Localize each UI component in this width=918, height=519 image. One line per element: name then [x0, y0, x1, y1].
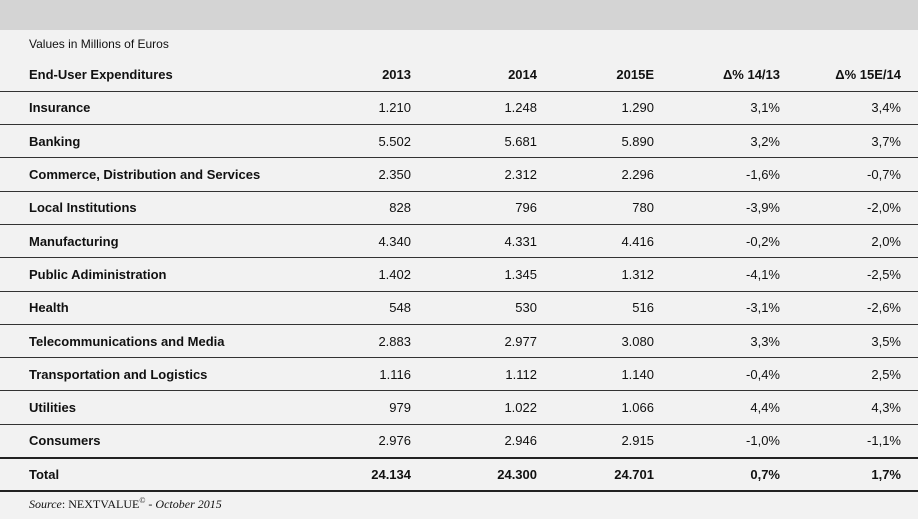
- value-2015e: 1.140: [621, 366, 654, 382]
- delta-14-13: -1,6%: [746, 167, 780, 183]
- value-2014: 1.345: [504, 266, 537, 282]
- delta-15e-14: -1,1%: [867, 433, 901, 449]
- value-2013: 2.976: [378, 433, 411, 449]
- sector-name: Commerce, Distribution and Services: [29, 167, 261, 183]
- table-row: [0, 424, 918, 457]
- value-2015e: 5.890: [621, 133, 654, 149]
- delta-15e-14: -2,0%: [867, 200, 901, 216]
- value-2015e: 2.296: [621, 167, 654, 183]
- table-row: [0, 391, 918, 424]
- sector-name: Transportation and Logistics: [29, 366, 208, 382]
- value-2014: 1.022: [504, 400, 537, 416]
- delta-15e-14: 3,7%: [871, 133, 901, 149]
- table-row: [0, 291, 918, 324]
- header-2015e: 2015E: [616, 66, 654, 82]
- sector-name: Telecommunications and Media: [29, 333, 225, 349]
- sector-name: Banking: [29, 133, 81, 149]
- value-2013: 979: [389, 400, 411, 416]
- delta-14-13: 3,2%: [750, 133, 780, 149]
- header-2014: 2014: [508, 66, 537, 82]
- value-2014: 1.112: [505, 366, 537, 382]
- table-row: [0, 158, 918, 191]
- value-2015e: 1.066: [621, 400, 654, 416]
- value-2015e: 516: [632, 300, 654, 316]
- value-2014: 1.248: [504, 100, 537, 116]
- delta-15e-14: 3,4%: [871, 100, 901, 116]
- source-date: - October 2015: [145, 497, 222, 511]
- units-note: Values in Millions of Euros: [29, 37, 169, 51]
- delta-15e-14: 2,5%: [871, 366, 901, 382]
- delta-14-13: 3,1%: [750, 100, 780, 116]
- delta-14-13: 4,4%: [750, 400, 780, 416]
- value-2013: 1.402: [378, 266, 411, 282]
- value-2013: 1.116: [379, 366, 411, 382]
- delta-15e-14: -0,7%: [867, 167, 901, 183]
- value-2014: 5.681: [504, 133, 537, 149]
- total-label: Total: [29, 466, 60, 482]
- value-2013: 548: [389, 300, 411, 316]
- table-total-row: [0, 458, 918, 491]
- source-name: NEXTVALUE: [68, 497, 140, 511]
- total-delta-15e-14: 1,7%: [871, 466, 901, 482]
- value-2015e: 780: [632, 200, 654, 216]
- sector-name: Health: [29, 300, 69, 316]
- value-2014: 2.312: [504, 167, 537, 183]
- value-2015e: 4.416: [621, 233, 654, 249]
- value-2015e: 2.915: [621, 433, 654, 449]
- total-delta-14-13: 0,7%: [750, 466, 780, 482]
- value-2014: 4.331: [504, 233, 537, 249]
- sector-name: Local Institutions: [29, 200, 137, 216]
- value-2014: 796: [515, 200, 537, 216]
- expenditure-table: [0, 58, 918, 492]
- table-row: [0, 191, 918, 224]
- table-row: [0, 258, 918, 291]
- value-2015e: 1.312: [621, 266, 654, 282]
- header-delta-14-13: Δ% 14/13: [722, 66, 780, 82]
- value-2014: 530: [515, 300, 537, 316]
- total-2015e: 24.701: [614, 466, 654, 482]
- copyright-mark: ©: [139, 496, 146, 505]
- table-row: [0, 125, 918, 158]
- source-label: Source: [29, 497, 62, 511]
- delta-15e-14: 3,5%: [871, 333, 901, 349]
- sector-name: Public Adiministration: [29, 266, 167, 282]
- total-2014: 24.300: [497, 466, 537, 482]
- value-2015e: 3.080: [621, 333, 654, 349]
- delta-14-13: -3,9%: [746, 200, 780, 216]
- table-header-row: [0, 58, 918, 91]
- value-2013: 2.883: [378, 333, 411, 349]
- value-2013: 2.350: [378, 167, 411, 183]
- value-2013: 828: [389, 200, 411, 216]
- delta-14-13: -0,4%: [746, 366, 780, 382]
- table-row: [0, 91, 918, 124]
- value-2013: 5.502: [378, 133, 411, 149]
- delta-15e-14: 2,0%: [871, 233, 901, 249]
- value-2013: 1.210: [378, 100, 411, 116]
- delta-15e-14: -2,6%: [867, 300, 901, 316]
- total-2013: 24.134: [371, 466, 411, 482]
- delta-14-13: 3,3%: [750, 333, 780, 349]
- delta-14-13: -0,2%: [746, 233, 780, 249]
- value-2014: 2.977: [504, 333, 537, 349]
- sector-name: Consumers: [29, 433, 101, 449]
- sector-name: Utilities: [29, 400, 76, 416]
- delta-14-13: -3,1%: [746, 300, 780, 316]
- delta-15e-14: 4,3%: [871, 400, 901, 416]
- value-2013: 4.340: [378, 233, 411, 249]
- delta-15e-14: -2,5%: [867, 266, 901, 282]
- table-row: [0, 224, 918, 257]
- table-row: [0, 324, 918, 357]
- delta-14-13: -1,0%: [746, 433, 780, 449]
- delta-14-13: -4,1%: [746, 266, 780, 282]
- table-row: [0, 358, 918, 391]
- source-note: Source: NEXTVALUE© - October 2015: [29, 496, 222, 511]
- header-bar: [0, 0, 918, 30]
- value-2014: 2.946: [504, 433, 537, 449]
- sector-name: Insurance: [29, 100, 91, 116]
- header-sector: End-User Expenditures: [29, 66, 173, 82]
- sector-name: Manufacturing: [29, 233, 119, 249]
- header-2013: 2013: [382, 66, 411, 82]
- header-delta-15e-14: Δ% 15E/14: [835, 66, 901, 82]
- value-2015e: 1.290: [621, 100, 654, 116]
